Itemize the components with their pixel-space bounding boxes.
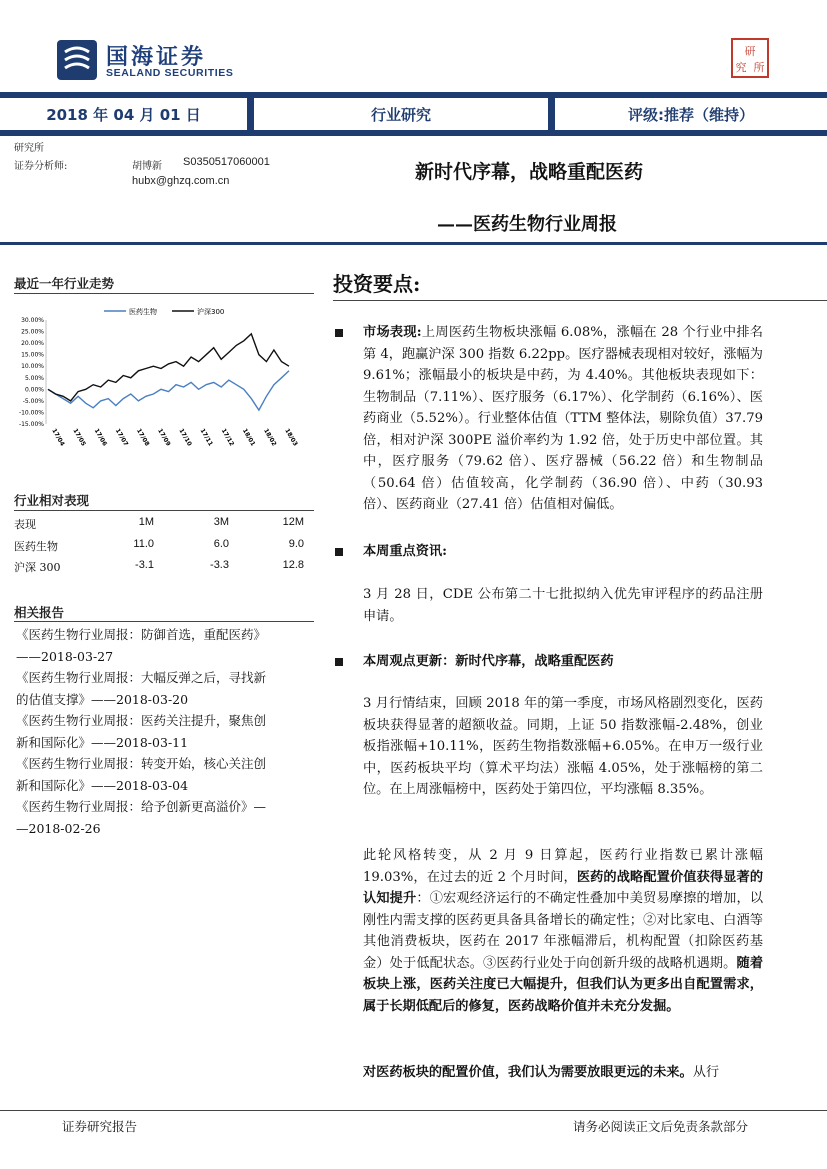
perf-section-title: 行业相对表现: [14, 493, 90, 508]
perf-cell: 12.8: [282, 559, 304, 571]
view-p2-emphasis: 医药的战略配置价值获得显著的认知提升: [363, 869, 764, 906]
y-tick-label: 5.00%: [24, 374, 44, 382]
footer-left: 证券研究报告: [62, 1119, 138, 1134]
x-tick-label: 18/02: [262, 427, 278, 448]
footer-divider: [0, 1110, 827, 1111]
analyst-name: 胡博新: [132, 161, 162, 172]
x-tick-label: 17/07: [113, 427, 130, 448]
perf-header-cell: 1M: [138, 516, 154, 528]
x-tick-label: 17/06: [92, 427, 109, 448]
x-tick-label: 18/01: [240, 427, 257, 448]
x-tick-label: 17/10: [177, 427, 193, 448]
y-tick-label: -10.00%: [18, 409, 44, 417]
section-divider: [14, 293, 314, 294]
x-tick-label: 17/11: [198, 427, 215, 448]
report-link-line[interactable]: 《医药生物行业周报：给予创新更高溢价》—: [16, 799, 267, 814]
market-text: 上周医药生物板块涨幅 6.08%，涨幅在 28 个行业中排名第 4，跑赢沪深 300 指数 6.22pp。医疗器械表现相对较好，涨幅为 9.61%；涨幅最小的板块是中药，为 4.40%。其他板块表现如下：生物制品（7.11%）、医疗服务（6.17%）、化学制药（6.16%）、医药商业（5.52%）。行业整体估值（TTM 整体法，剔除负值）37.79 倍，相对沪深 300PE 溢价率约为 1.92 倍，处于历史中部位置。其中，医疗服务（79.62 倍）、医疗器械（56.22 倍）和生物制品（50.64 倍）估值较高，化学制药（36.90 倍）、中药（30.93 倍）、医药商业（27.41 倍）估值相对偏低。: [363, 325, 763, 512]
header-banner: [0, 92, 827, 136]
market-label: 市场表现:: [363, 325, 422, 340]
report-link-line[interactable]: —2018-02-26: [16, 820, 101, 836]
perf-row-label: 沪深 300: [14, 561, 61, 574]
report-link-line[interactable]: 新和国际化》——2018-03-11: [16, 734, 189, 750]
y-tick-label: 10.00%: [21, 363, 44, 371]
perf-cell: -3.1: [135, 559, 154, 571]
y-tick-label: 0.00%: [24, 386, 44, 394]
x-tick-label: 18/03: [283, 427, 299, 448]
related-reports-list: [16, 624, 316, 839]
sealand-logo-icon: [55, 38, 99, 82]
y-tick-label: -15.00%: [18, 421, 44, 428]
analyst-email[interactable]: hubx@ghzq.com.cn: [132, 175, 230, 187]
y-tick-label: 30.00%: [21, 317, 44, 324]
svg-text:究: 究: [735, 61, 747, 74]
view-label: 本周观点更新：新时代序幕，战略重配医药: [363, 654, 614, 669]
market-performance-paragraph: [363, 322, 763, 516]
analyst-role: 证券分析师:: [14, 161, 68, 172]
perf-header-cell: 3M: [213, 516, 229, 528]
report-link-line[interactable]: ——2018-03-27: [16, 648, 114, 664]
view-p2-text: ：①宏观经济运行的不确定性叠加中美贸易摩擦的增加，以刚性内需支撑的医药更具备具备增长的确定性；②对比家电、白酒等其他消费板块，医药在 2017 年涨幅滞后，机构配置（扣除医药基金）处于低配状态。③医药行业处于向创新升级的战略机遇期。: [363, 891, 764, 971]
analyst-cert: S0350517060001: [183, 156, 270, 168]
perf-cell: 9.0: [288, 538, 304, 550]
view-paragraph-1: 3 月行情结束，回顾 2018 年的第一季度，市场风格剧烈变化，医药板块获得显著的超额收益。同期，上证 50 指数涨幅-2.48%，创业板指涨幅+10.11%，医药生物指数涨幅+6.05%。在申万一级行业中，医药板块平均（算术平均法）涨幅 4.05%，处于涨幅榜的第二位。在上周涨幅榜中，医药处于第四位，平均涨幅 8.35%。: [363, 696, 763, 797]
news-paragraph: 3 月 28 日，CDE 公布第二十七批拟纳入优先审评程序的药品注册申请。: [363, 587, 763, 624]
x-tick-label: 17/05: [71, 427, 87, 448]
view-p3-emphasis: 对医药板块的配置价值，我们认为需要放眼更远的未来。: [363, 1065, 693, 1080]
perf-cell: 6.0: [213, 538, 229, 550]
bullet-icon: [335, 548, 343, 556]
y-tick-label: 15.00%: [21, 351, 44, 359]
news-label: 本周重点资讯:: [363, 544, 447, 559]
view-p2-text: 此轮风格转变，从 2 月 9 日算起，医药行业指数已累计涨幅 19.03%，在过去的近 2 个月时间，: [363, 848, 763, 885]
perf-row-label: 医药生物: [14, 540, 58, 553]
y-tick-label: 20.00%: [21, 340, 44, 348]
report-link-line[interactable]: 的估值支撑》——2018-03-20: [16, 691, 189, 707]
report-link-line[interactable]: 《医药生物行业周报：防御首选，重配医药》: [16, 627, 267, 642]
brand-name-cn: 国海证券: [106, 45, 207, 70]
section-divider: [333, 300, 827, 301]
perf-header-cell: 12M: [282, 516, 304, 528]
perf-cell: 11.0: [133, 538, 154, 550]
x-tick-label: 17/08: [134, 427, 151, 448]
report-category: 行业研究: [254, 98, 548, 130]
section-divider: [14, 510, 314, 511]
report-link-line[interactable]: 《医药生物行业周报：医药关注提升，聚焦创: [16, 713, 267, 728]
svg-text:所: 所: [753, 61, 765, 74]
view-paragraph-3: [363, 1062, 763, 1084]
perf-table: [14, 516, 314, 576]
view-p2-emphasis: 随着板块上涨，医药关注度已大幅提升，但我们认为更多出自配置需求，属于长期低配后的修复，医药战略价值并未充分发掘。: [363, 955, 764, 1014]
brand-name-en: SEALAND SECURITIES: [106, 67, 234, 79]
footer-right: 请务必阅读正文后免责条款部分: [573, 1119, 749, 1134]
report-date: 2018 年 04 月 01 日: [0, 98, 247, 130]
x-tick-label: 17/12: [219, 427, 236, 448]
reports-section-title: 相关报告: [14, 605, 65, 620]
view-paragraph-2: [363, 845, 763, 1017]
x-tick-label: 17/09: [156, 427, 172, 448]
trend-chart: [14, 302, 314, 452]
report-link-line[interactable]: 《医药生物行业周报：转变开始，核心关注创: [16, 756, 267, 771]
bullet-icon: [335, 329, 343, 337]
svg-text:研: 研: [744, 45, 756, 58]
report-link-line[interactable]: 新和国际化》——2018-03-04: [16, 777, 189, 793]
bullet-icon: [335, 658, 343, 666]
report-subtitle: ——医药生物行业周报: [437, 214, 617, 235]
legend-label-csi300: 沪深300: [197, 308, 225, 316]
report-link-line[interactable]: 《医药生物行业周报：大幅反弹之后，寻找新: [16, 670, 267, 685]
trend-section-title: 最近一年行业走势: [14, 276, 115, 291]
key-points-heading: 投资要点:: [333, 272, 421, 296]
perf-header-cell: 表现: [14, 518, 36, 531]
y-tick-label: -5.00%: [22, 397, 44, 405]
view-p3-text: 从行: [692, 1065, 720, 1080]
legend-label-pharma: 医药生物: [129, 308, 157, 316]
report-title: 新时代序幕，战略重配医药: [415, 161, 644, 183]
perf-cell: -3.3: [210, 559, 229, 571]
y-tick-label: 25.00%: [21, 328, 44, 336]
section-divider: [14, 621, 314, 622]
header-divider: [0, 242, 827, 245]
report-rating: 评级:推荐（维持）: [555, 98, 827, 130]
analyst-dept: 研究所: [14, 143, 44, 154]
research-seal-icon: [731, 38, 769, 78]
x-tick-label: 17/04: [50, 427, 66, 448]
